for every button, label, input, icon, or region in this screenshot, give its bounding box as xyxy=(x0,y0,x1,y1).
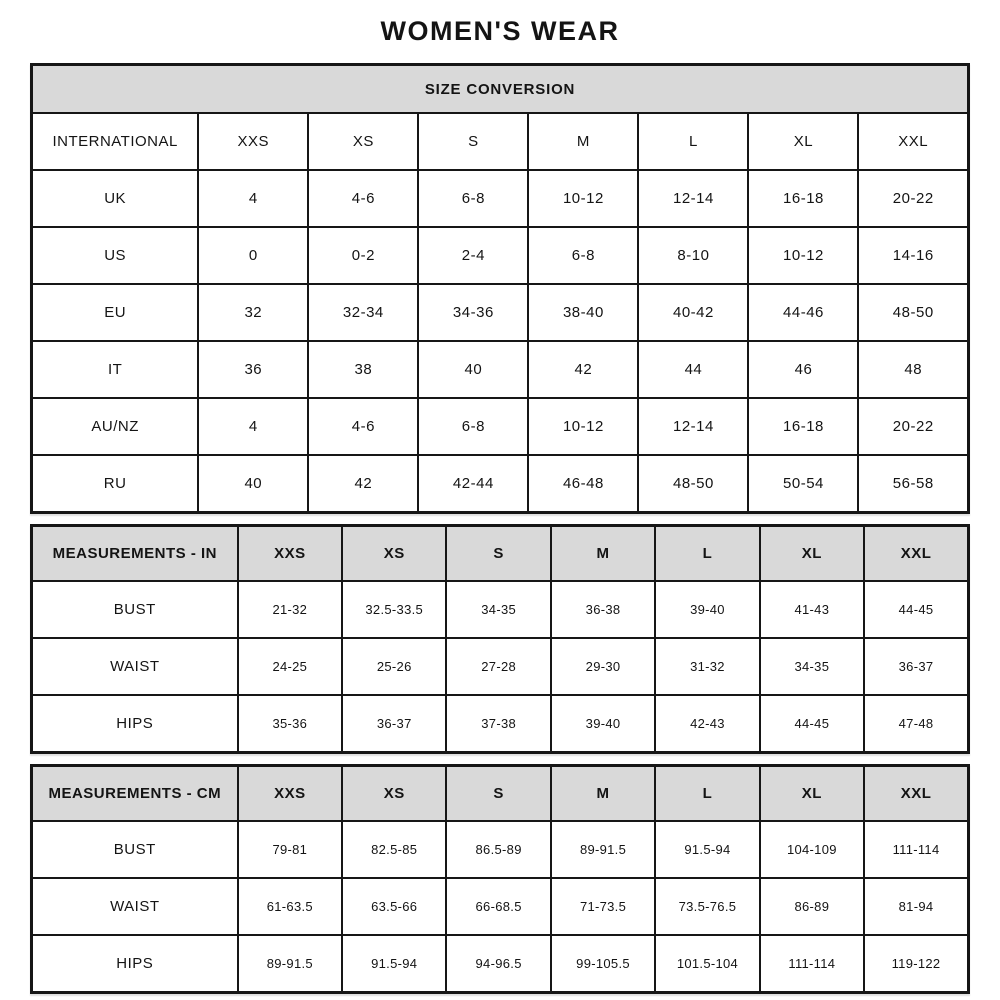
value-cell: 2-4 xyxy=(418,227,528,284)
value-cell: 4-6 xyxy=(308,398,418,455)
size-header-cell: M xyxy=(551,766,655,822)
size-header-cell: XXL xyxy=(858,113,968,170)
row-label-cell: US xyxy=(32,227,199,284)
size-header-cell: XL xyxy=(760,526,864,582)
table-title-cell: SIZE CONVERSION xyxy=(32,65,969,114)
row-label-cell: WAIST xyxy=(32,878,238,935)
size-header-cell: XS xyxy=(308,113,418,170)
table-row xyxy=(32,455,969,513)
value-cell: 86-89 xyxy=(760,878,864,935)
value-cell: 16-18 xyxy=(748,398,858,455)
value-cell: 25-26 xyxy=(342,638,446,695)
value-cell: 48 xyxy=(858,341,968,398)
table-row xyxy=(32,878,969,935)
value-cell: 10-12 xyxy=(748,227,858,284)
value-cell: 44-46 xyxy=(748,284,858,341)
value-cell: 34-35 xyxy=(446,581,550,638)
value-cell: 36 xyxy=(198,341,308,398)
size-header-cell: XS xyxy=(342,526,446,582)
value-cell: 56-58 xyxy=(858,455,968,513)
value-cell: 41-43 xyxy=(760,581,864,638)
value-cell: 34-35 xyxy=(760,638,864,695)
value-cell: 66-68.5 xyxy=(446,878,550,935)
value-cell: 16-18 xyxy=(748,170,858,227)
value-cell: 91.5-94 xyxy=(342,935,446,993)
value-cell: 48-50 xyxy=(858,284,968,341)
table-row xyxy=(32,581,969,638)
table-row xyxy=(32,65,969,114)
table-row xyxy=(32,638,969,695)
row-label-cell: RU xyxy=(32,455,199,513)
value-cell: 4 xyxy=(198,398,308,455)
value-cell: 99-105.5 xyxy=(551,935,655,993)
value-cell: 42-44 xyxy=(418,455,528,513)
value-cell: 50-54 xyxy=(748,455,858,513)
value-cell: 20-22 xyxy=(858,398,968,455)
row-label-cell: WAIST xyxy=(32,638,238,695)
value-cell: 82.5-85 xyxy=(342,821,446,878)
value-cell: 12-14 xyxy=(638,170,748,227)
value-cell: 48-50 xyxy=(638,455,748,513)
value-cell: 104-109 xyxy=(760,821,864,878)
value-cell: 47-48 xyxy=(864,695,968,753)
row-label-cell: AU/NZ xyxy=(32,398,199,455)
value-cell: 101.5-104 xyxy=(655,935,759,993)
measurements-in-table xyxy=(30,524,970,754)
value-cell: 12-14 xyxy=(638,398,748,455)
size-header-cell: L xyxy=(638,113,748,170)
table-row xyxy=(32,170,969,227)
size-header-cell: L xyxy=(655,526,759,582)
size-header-cell: XXS xyxy=(198,113,308,170)
value-cell: 40 xyxy=(198,455,308,513)
value-cell: 21-32 xyxy=(238,581,342,638)
value-cell: 44-45 xyxy=(864,581,968,638)
page-title: WOMEN'S WEAR xyxy=(380,16,620,46)
value-cell: 0 xyxy=(198,227,308,284)
value-cell: 36-38 xyxy=(551,581,655,638)
table-row xyxy=(32,526,969,582)
size-header-cell: XXS xyxy=(238,766,342,822)
table-row xyxy=(32,341,969,398)
row-label-cell: UK xyxy=(32,170,199,227)
row-label-cell: IT xyxy=(32,341,199,398)
value-cell: 35-36 xyxy=(238,695,342,753)
value-cell: 32-34 xyxy=(308,284,418,341)
value-cell: 46-48 xyxy=(528,455,638,513)
table-title-cell: MEASUREMENTS - CM xyxy=(32,766,238,822)
value-cell: 81-94 xyxy=(864,878,968,935)
size-conversion-table xyxy=(30,63,970,514)
table-row xyxy=(32,398,969,455)
size-header-cell: XL xyxy=(748,113,858,170)
value-cell: 0-2 xyxy=(308,227,418,284)
value-cell: 24-25 xyxy=(238,638,342,695)
value-cell: 31-32 xyxy=(655,638,759,695)
international-header-cell: INTERNATIONAL xyxy=(32,113,199,170)
value-cell: 10-12 xyxy=(528,398,638,455)
size-header-cell: S xyxy=(418,113,528,170)
value-cell: 89-91.5 xyxy=(238,935,342,993)
value-cell: 36-37 xyxy=(342,695,446,753)
value-cell: 38 xyxy=(308,341,418,398)
value-cell: 46 xyxy=(748,341,858,398)
value-cell: 32.5-33.5 xyxy=(342,581,446,638)
value-cell: 40-42 xyxy=(638,284,748,341)
value-cell: 89-91.5 xyxy=(551,821,655,878)
table-row xyxy=(32,113,969,170)
value-cell: 73.5-76.5 xyxy=(655,878,759,935)
row-label-cell: BUST xyxy=(32,581,238,638)
value-cell: 8-10 xyxy=(638,227,748,284)
table-row xyxy=(32,766,969,822)
table-row xyxy=(32,821,969,878)
value-cell: 4 xyxy=(198,170,308,227)
size-header-cell: S xyxy=(446,766,550,822)
size-header-cell: XL xyxy=(760,766,864,822)
value-cell: 44 xyxy=(638,341,748,398)
value-cell: 40 xyxy=(418,341,528,398)
value-cell: 44-45 xyxy=(760,695,864,753)
value-cell: 111-114 xyxy=(864,821,968,878)
value-cell: 37-38 xyxy=(446,695,550,753)
table-title-cell: MEASUREMENTS - IN xyxy=(32,526,238,582)
value-cell: 20-22 xyxy=(858,170,968,227)
size-header-cell: XXL xyxy=(864,526,968,582)
row-label-cell: EU xyxy=(32,284,199,341)
value-cell: 91.5-94 xyxy=(655,821,759,878)
value-cell: 42-43 xyxy=(655,695,759,753)
size-header-cell: L xyxy=(655,766,759,822)
size-header-cell: XXS xyxy=(238,526,342,582)
value-cell: 42 xyxy=(308,455,418,513)
table-row xyxy=(32,284,969,341)
value-cell: 42 xyxy=(528,341,638,398)
value-cell: 6-8 xyxy=(418,170,528,227)
size-header-cell: M xyxy=(528,113,638,170)
value-cell: 32 xyxy=(198,284,308,341)
value-cell: 39-40 xyxy=(551,695,655,753)
size-header-cell: XS xyxy=(342,766,446,822)
value-cell: 29-30 xyxy=(551,638,655,695)
table-row xyxy=(32,227,969,284)
row-label-cell: BUST xyxy=(32,821,238,878)
value-cell: 63.5-66 xyxy=(342,878,446,935)
size-header-cell: M xyxy=(551,526,655,582)
size-header-cell: S xyxy=(446,526,550,582)
value-cell: 111-114 xyxy=(760,935,864,993)
value-cell: 34-36 xyxy=(418,284,528,341)
value-cell: 39-40 xyxy=(655,581,759,638)
value-cell: 36-37 xyxy=(864,638,968,695)
value-cell: 94-96.5 xyxy=(446,935,550,993)
value-cell: 86.5-89 xyxy=(446,821,550,878)
measurements-cm-table xyxy=(30,764,970,994)
value-cell: 6-8 xyxy=(418,398,528,455)
value-cell: 6-8 xyxy=(528,227,638,284)
value-cell: 38-40 xyxy=(528,284,638,341)
row-label-cell: HIPS xyxy=(32,935,238,993)
value-cell: 10-12 xyxy=(528,170,638,227)
size-header-cell: XXL xyxy=(864,766,968,822)
value-cell: 79-81 xyxy=(238,821,342,878)
table-row xyxy=(32,935,969,993)
value-cell: 14-16 xyxy=(858,227,968,284)
row-label-cell: HIPS xyxy=(32,695,238,753)
value-cell: 27-28 xyxy=(446,638,550,695)
value-cell: 119-122 xyxy=(864,935,968,993)
value-cell: 4-6 xyxy=(308,170,418,227)
value-cell: 61-63.5 xyxy=(238,878,342,935)
value-cell: 71-73.5 xyxy=(551,878,655,935)
table-row xyxy=(32,695,969,753)
